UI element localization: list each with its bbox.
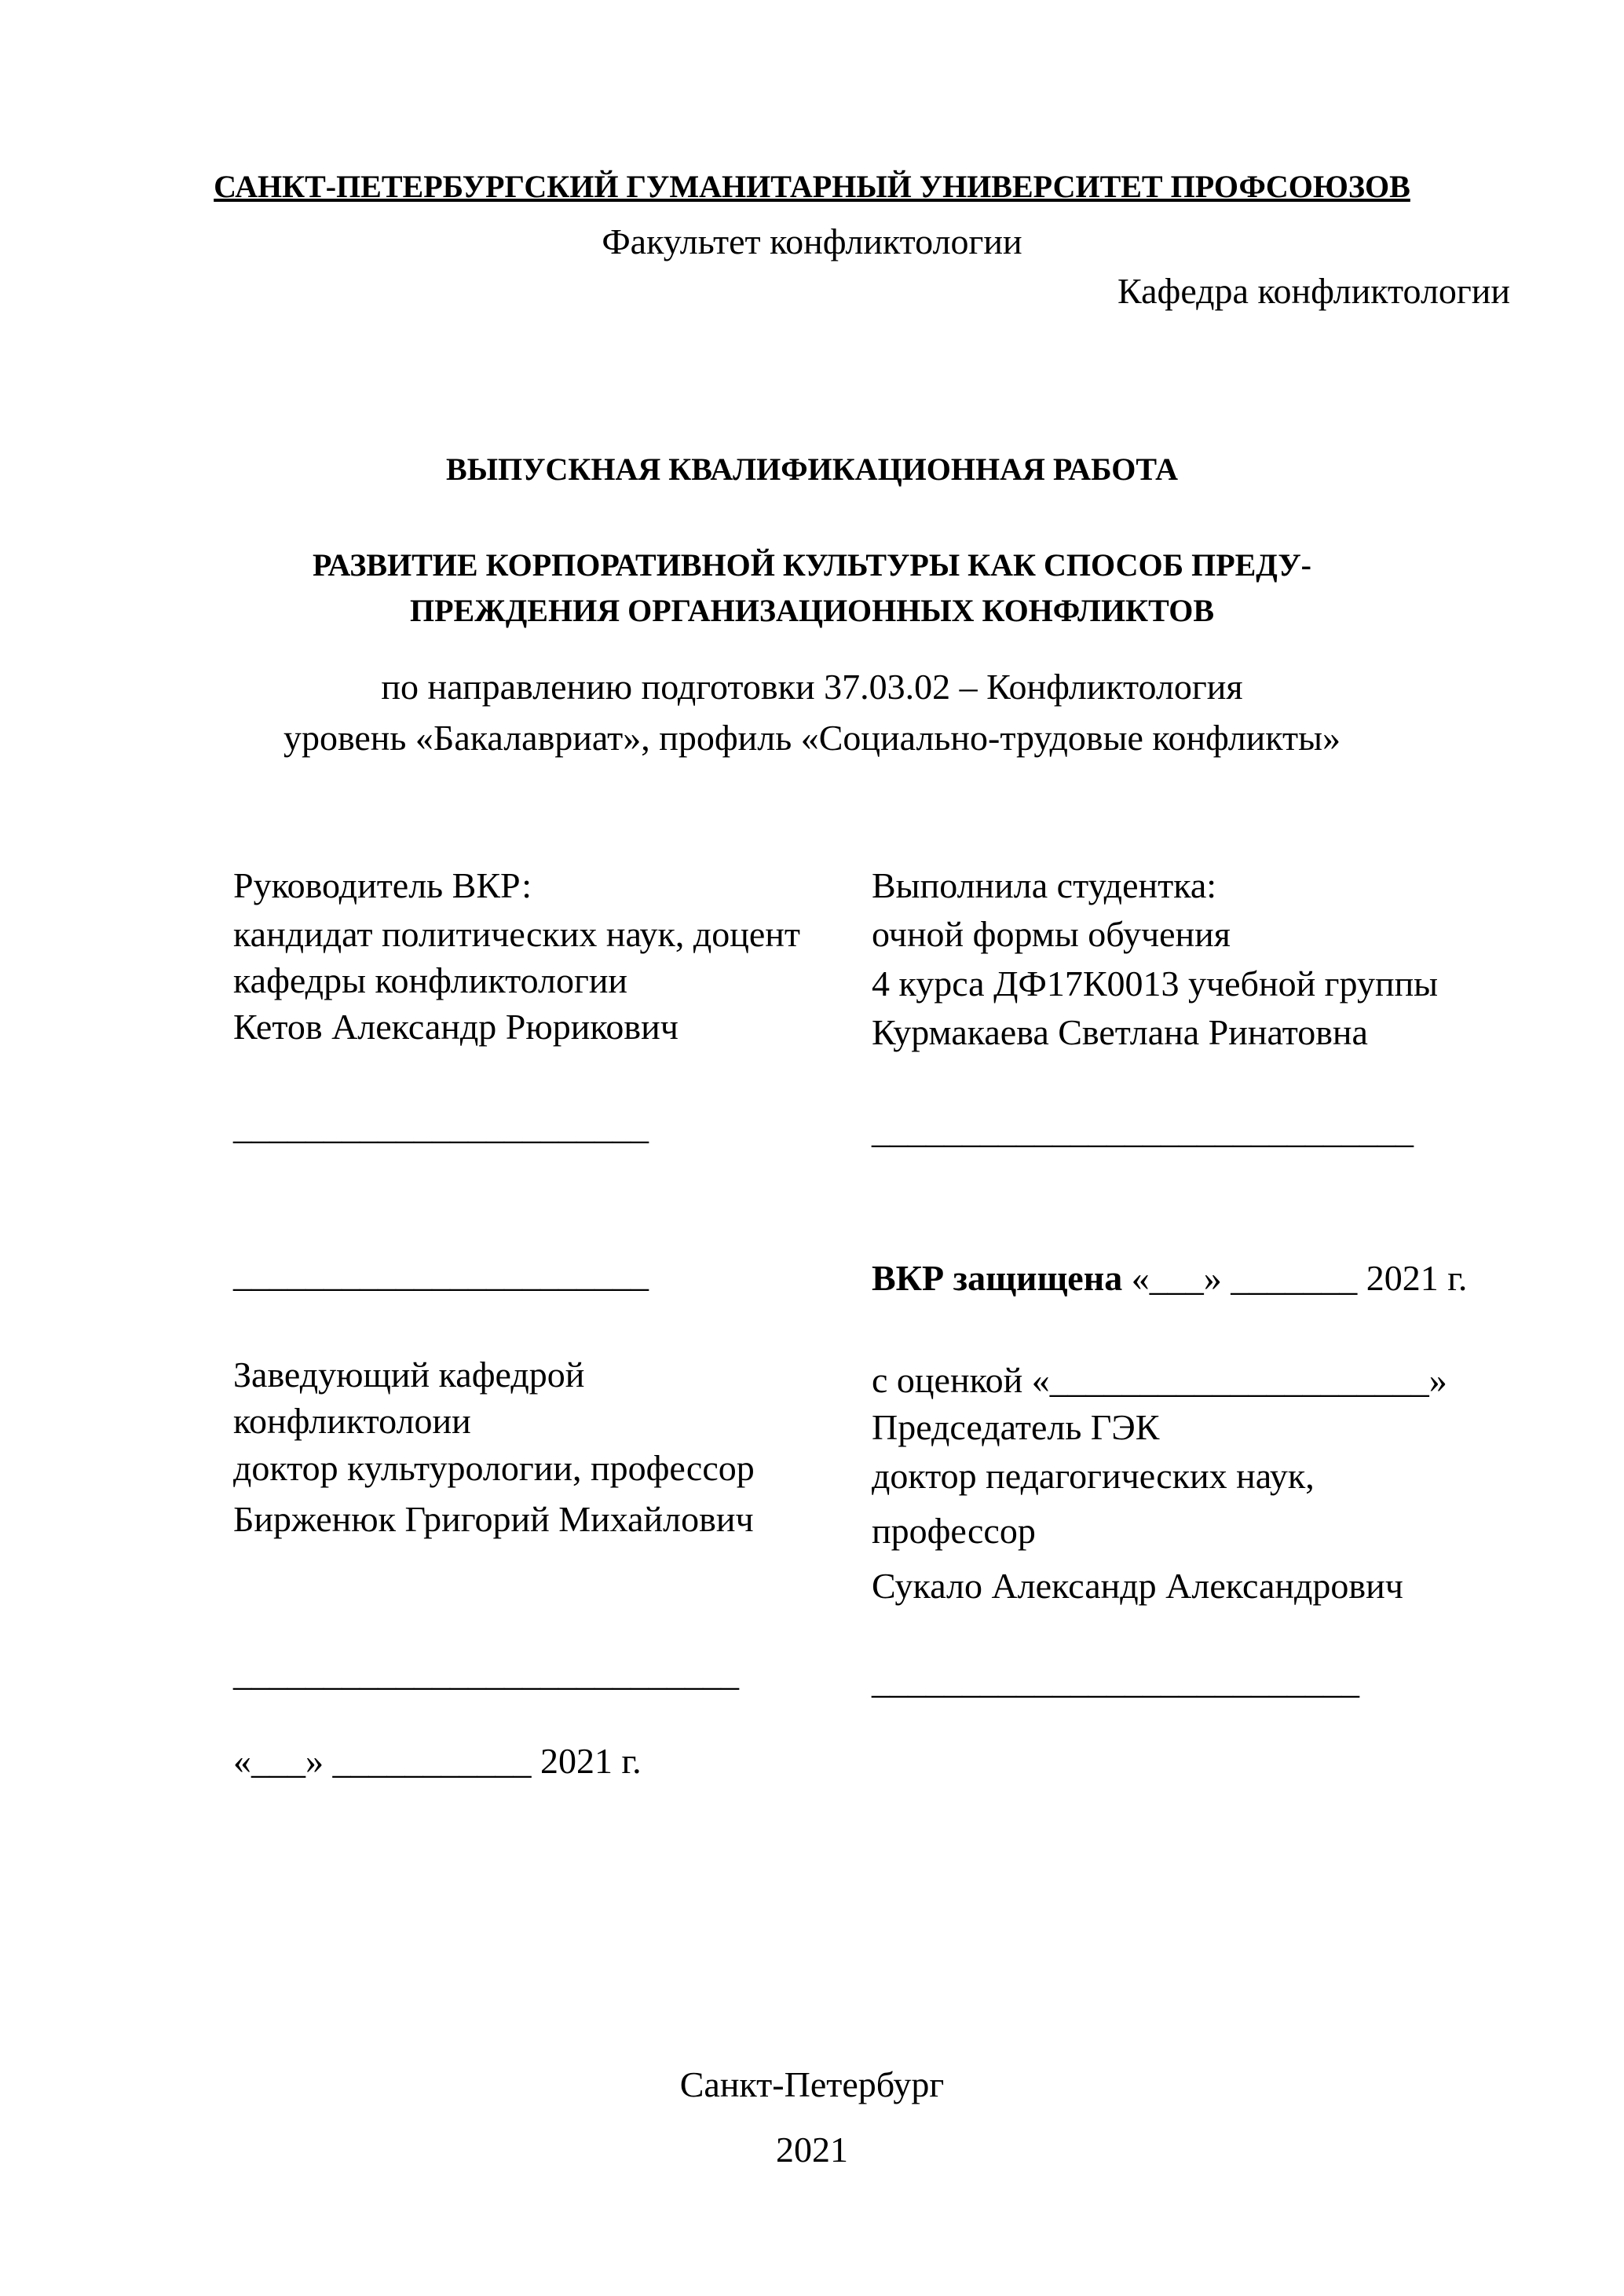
- head-signature-line: ____________________________: [233, 1653, 739, 1693]
- department-name: Кафедра конфликтологии: [1117, 271, 1510, 311]
- head-department: конфликтолоии: [233, 1401, 471, 1441]
- student-label: Выполнила студентка:: [872, 865, 1217, 905]
- document-type: ВЫПУСКНАЯ КВАЛИФИКАЦИОННАЯ РАБОТА: [446, 452, 1178, 487]
- direction-line: по направлению подготовки 37.03.02 – Конфликтология: [381, 667, 1243, 707]
- footer-city: Санкт-Петербург: [679, 2064, 945, 2104]
- student-signature-line: ______________________________: [872, 1110, 1414, 1150]
- supervisor-second-line: _______________________: [233, 1254, 649, 1294]
- topic-line-2: ПРЕЖДЕНИЯ ОРГАНИЗАЦИОННЫХ КОНФЛИКТОВ: [409, 593, 1215, 628]
- gek-chair-rank: профессор: [872, 1511, 1036, 1551]
- supervisor-department: кафедры конфликтологии: [233, 960, 628, 1000]
- gek-chair-signature-line: ___________________________: [872, 1661, 1359, 1701]
- supervisor-degree: кандидат политических наук, доцент: [233, 914, 801, 954]
- supervisor-name: Кетов Александр Рюрикович: [233, 1007, 678, 1047]
- supervisor-label: Руководитель ВКР:: [233, 865, 532, 905]
- head-title: Заведующий кафедрой: [233, 1355, 585, 1395]
- head-name: Бирженюк Григорий Михайлович: [233, 1499, 754, 1539]
- defense-label: ВКР защищена: [872, 1258, 1123, 1298]
- head-degree: доктор культурологии, профессор: [233, 1448, 755, 1488]
- faculty-name: Факультет конфликтологии: [602, 221, 1022, 261]
- gek-chair-degree: доктор педагогических наук,: [872, 1456, 1315, 1496]
- footer-year: 2021: [776, 2130, 848, 2170]
- supervisor-signature-line: _______________________: [233, 1106, 649, 1146]
- gek-chair-title: Председатель ГЭК: [872, 1407, 1160, 1447]
- level-profile-line: уровень «Бакалавриат», профиль «Социально-трудовые конфликты»: [283, 718, 1341, 758]
- topic-line-1: РАЗВИТИЕ КОРПОРАТИВНОЙ КУЛЬТУРЫ КАК СПОСОБ ПРЕДУ-: [313, 547, 1311, 583]
- defense-date: «___» _______ 2021 г.: [1122, 1258, 1468, 1298]
- student-group: 4 курса ДФ17К0013 учебной группы: [872, 963, 1439, 1004]
- student-name: Курмакаева Светлана Ринатовна: [872, 1012, 1368, 1052]
- gek-chair-name: Сукало Александр Александрович: [872, 1566, 1403, 1606]
- university-name: САНКТ-ПЕТЕРБУРГСКИЙ ГУМАНИТАРНЫЙ УНИВЕРСИТЕТ ПРОФСОЮЗОВ: [214, 169, 1410, 204]
- head-date: «___» ___________ 2021 г.: [233, 1741, 642, 1781]
- student-study-form: очной формы обучения: [872, 914, 1231, 954]
- defense-grade: с оценкой «_____________________»: [872, 1360, 1447, 1400]
- defense-line: [872, 1260, 1467, 1296]
